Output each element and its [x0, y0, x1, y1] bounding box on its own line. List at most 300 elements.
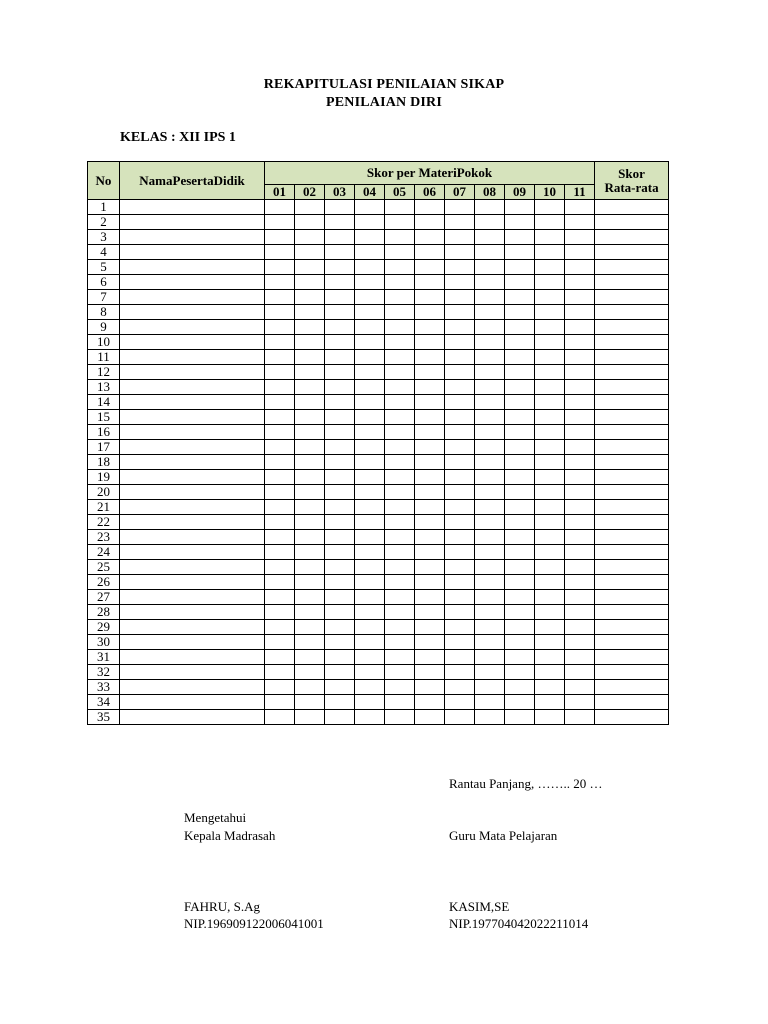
score-cell [565, 410, 595, 425]
average-cell [595, 515, 669, 530]
student-name-cell [120, 665, 265, 680]
header-materi-08: 08 [475, 185, 505, 200]
average-cell [595, 245, 669, 260]
score-cell [295, 335, 325, 350]
row-number: 19 [88, 470, 120, 485]
header-materi-02: 02 [295, 185, 325, 200]
score-cell [565, 425, 595, 440]
score-cell [355, 695, 385, 710]
score-cell [505, 695, 535, 710]
score-cell [325, 380, 355, 395]
score-cell [505, 590, 535, 605]
average-cell [595, 500, 669, 515]
row-number: 22 [88, 515, 120, 530]
document-subtitle: PENILAIAN DIRI [326, 95, 442, 110]
score-cell [505, 410, 535, 425]
score-cell [535, 680, 565, 695]
row-number: 35 [88, 710, 120, 725]
score-cell [355, 710, 385, 725]
score-cell [475, 470, 505, 485]
score-cell [325, 410, 355, 425]
score-cell [325, 290, 355, 305]
row-number: 5 [88, 260, 120, 275]
table-row [88, 470, 669, 485]
student-name-cell [120, 230, 265, 245]
score-cell [505, 665, 535, 680]
row-number: 25 [88, 560, 120, 575]
score-cell [505, 215, 535, 230]
score-cell [505, 470, 535, 485]
table-row [88, 380, 669, 395]
score-cell [295, 665, 325, 680]
score-cell [415, 635, 445, 650]
score-cell [565, 485, 595, 500]
score-cell [475, 320, 505, 335]
score-cell [415, 425, 445, 440]
score-cell [415, 620, 445, 635]
score-cell [355, 440, 385, 455]
average-cell [595, 260, 669, 275]
score-cell [535, 635, 565, 650]
score-cell [445, 275, 475, 290]
score-cell [565, 455, 595, 470]
score-cell [325, 560, 355, 575]
score-cell [475, 425, 505, 440]
score-cell [415, 665, 445, 680]
score-cell [415, 380, 445, 395]
average-cell [595, 410, 669, 425]
student-name-cell [120, 545, 265, 560]
average-cell [595, 470, 669, 485]
score-cell [265, 485, 295, 500]
score-cell [535, 515, 565, 530]
score-cell [505, 395, 535, 410]
assessment-table [87, 161, 669, 725]
table-row [88, 365, 669, 380]
score-cell [355, 245, 385, 260]
score-cell [505, 200, 535, 215]
score-cell [535, 230, 565, 245]
score-cell [535, 305, 565, 320]
score-cell [325, 215, 355, 230]
average-cell [595, 590, 669, 605]
student-name-cell [120, 500, 265, 515]
score-cell [385, 350, 415, 365]
score-cell [505, 545, 535, 560]
score-cell [265, 365, 295, 380]
score-cell [565, 575, 595, 590]
score-cell [505, 680, 535, 695]
score-cell [565, 560, 595, 575]
table-row [88, 650, 669, 665]
score-cell [505, 515, 535, 530]
score-cell [445, 245, 475, 260]
score-cell [445, 500, 475, 515]
row-number: 17 [88, 440, 120, 455]
score-cell [415, 395, 445, 410]
score-cell [535, 245, 565, 260]
score-cell [265, 530, 295, 545]
score-cell [565, 215, 595, 230]
score-cell [505, 500, 535, 515]
student-name-cell [120, 620, 265, 635]
score-cell [475, 380, 505, 395]
score-cell [475, 590, 505, 605]
average-cell [595, 710, 669, 725]
score-cell [265, 440, 295, 455]
score-cell [295, 200, 325, 215]
score-cell [325, 590, 355, 605]
score-cell [295, 275, 325, 290]
row-number: 13 [88, 380, 120, 395]
student-name-cell [120, 320, 265, 335]
score-cell [445, 200, 475, 215]
score-cell [265, 200, 295, 215]
score-cell [385, 290, 415, 305]
score-cell [565, 395, 595, 410]
score-cell [445, 710, 475, 725]
score-cell [265, 275, 295, 290]
score-cell [325, 320, 355, 335]
score-cell [265, 470, 295, 485]
score-cell [295, 680, 325, 695]
score-cell [445, 575, 475, 590]
score-cell [385, 410, 415, 425]
score-cell [355, 425, 385, 440]
score-cell [565, 545, 595, 560]
score-cell [445, 320, 475, 335]
average-cell [595, 635, 669, 650]
score-cell [295, 485, 325, 500]
score-cell [415, 440, 445, 455]
table-row [88, 680, 669, 695]
table-row [88, 440, 669, 455]
score-cell [325, 515, 355, 530]
average-cell [595, 425, 669, 440]
score-cell [475, 605, 505, 620]
score-cell [505, 245, 535, 260]
score-cell [265, 380, 295, 395]
guru-label: Guru Mata Pelajaran [449, 828, 558, 843]
student-name-cell [120, 335, 265, 350]
table-row [88, 215, 669, 230]
score-cell [295, 695, 325, 710]
header-average-line1: Skor [618, 165, 645, 181]
score-cell [415, 515, 445, 530]
score-cell [355, 620, 385, 635]
score-cell [505, 425, 535, 440]
score-cell [385, 575, 415, 590]
score-cell [415, 650, 445, 665]
score-cell [415, 590, 445, 605]
score-cell [565, 665, 595, 680]
score-cell [415, 500, 445, 515]
score-cell [475, 410, 505, 425]
score-cell [415, 470, 445, 485]
student-name-cell [120, 245, 265, 260]
row-number: 30 [88, 635, 120, 650]
score-cell [325, 335, 355, 350]
score-cell [385, 260, 415, 275]
score-cell [295, 560, 325, 575]
score-cell [505, 650, 535, 665]
score-cell [445, 680, 475, 695]
score-cell [265, 245, 295, 260]
score-cell [325, 485, 355, 500]
score-cell [265, 515, 295, 530]
table-row [88, 455, 669, 470]
kepala-nip: NIP.196909122006041001 [184, 916, 324, 931]
score-cell [475, 365, 505, 380]
row-number: 9 [88, 320, 120, 335]
score-cell [355, 230, 385, 245]
score-cell [475, 635, 505, 650]
score-cell [535, 425, 565, 440]
score-cell [415, 530, 445, 545]
score-cell [415, 335, 445, 350]
score-cell [385, 560, 415, 575]
score-cell [385, 335, 415, 350]
student-name-cell [120, 260, 265, 275]
score-cell [265, 680, 295, 695]
score-cell [325, 425, 355, 440]
average-cell [595, 380, 669, 395]
header-materi-06: 06 [415, 185, 445, 200]
student-name-cell [120, 410, 265, 425]
header-no: No [88, 162, 120, 200]
row-number: 6 [88, 275, 120, 290]
score-cell [325, 470, 355, 485]
score-cell [325, 650, 355, 665]
score-cell [355, 260, 385, 275]
average-cell [595, 665, 669, 680]
score-cell [505, 260, 535, 275]
score-cell [475, 275, 505, 290]
score-cell [355, 365, 385, 380]
score-cell [385, 590, 415, 605]
score-cell [535, 455, 565, 470]
mengetahui-label: Mengetahui [184, 810, 247, 825]
score-cell [475, 230, 505, 245]
student-name-cell [120, 680, 265, 695]
score-cell [325, 395, 355, 410]
row-number: 12 [88, 365, 120, 380]
score-cell [565, 470, 595, 485]
score-cell [295, 710, 325, 725]
table-row [88, 275, 669, 290]
score-cell [535, 380, 565, 395]
score-cell [415, 290, 445, 305]
score-cell [385, 380, 415, 395]
row-number: 20 [88, 485, 120, 500]
row-number: 33 [88, 680, 120, 695]
score-cell [265, 320, 295, 335]
score-cell [265, 575, 295, 590]
score-cell [565, 515, 595, 530]
score-cell [475, 695, 505, 710]
row-number: 16 [88, 425, 120, 440]
student-name-cell [120, 305, 265, 320]
score-cell [385, 545, 415, 560]
score-cell [535, 200, 565, 215]
guru-name: KASIM,SE [449, 899, 510, 914]
score-cell [445, 335, 475, 350]
score-cell [475, 335, 505, 350]
kepala-name: FAHRU, S.Ag [184, 899, 260, 914]
score-cell [565, 275, 595, 290]
row-number: 2 [88, 215, 120, 230]
score-cell [565, 320, 595, 335]
score-cell [355, 530, 385, 545]
score-cell [265, 605, 295, 620]
score-cell [445, 590, 475, 605]
score-cell [475, 680, 505, 695]
table-row [88, 245, 669, 260]
score-cell [505, 605, 535, 620]
score-cell [355, 380, 385, 395]
table-row [88, 290, 669, 305]
average-cell [595, 650, 669, 665]
score-cell [535, 605, 565, 620]
table-row [88, 575, 669, 590]
score-cell [505, 365, 535, 380]
score-cell [475, 245, 505, 260]
score-cell [325, 350, 355, 365]
score-cell [445, 290, 475, 305]
score-cell [385, 230, 415, 245]
score-cell [265, 695, 295, 710]
average-cell [595, 200, 669, 215]
student-name-cell [120, 590, 265, 605]
score-cell [325, 635, 355, 650]
table-row [88, 410, 669, 425]
score-cell [265, 260, 295, 275]
score-cell [475, 575, 505, 590]
score-cell [535, 485, 565, 500]
student-name-cell [120, 290, 265, 305]
score-cell [415, 305, 445, 320]
score-cell [295, 455, 325, 470]
table-row [88, 395, 669, 410]
score-cell [475, 545, 505, 560]
score-cell [295, 230, 325, 245]
score-cell [325, 440, 355, 455]
average-cell [595, 575, 669, 590]
score-cell [295, 410, 325, 425]
score-cell [565, 230, 595, 245]
score-cell [325, 575, 355, 590]
score-cell [565, 500, 595, 515]
score-cell [565, 335, 595, 350]
score-cell [475, 455, 505, 470]
score-cell [325, 200, 355, 215]
table-row [88, 620, 669, 635]
student-name-cell [120, 560, 265, 575]
score-cell [565, 695, 595, 710]
score-cell [535, 575, 565, 590]
score-cell [355, 305, 385, 320]
score-cell [265, 500, 295, 515]
average-cell [595, 290, 669, 305]
score-cell [445, 515, 475, 530]
score-cell [535, 650, 565, 665]
average-cell [595, 395, 669, 410]
score-cell [445, 455, 475, 470]
score-cell [385, 470, 415, 485]
kepala-madrasah-label: Kepala Madrasah [184, 828, 276, 843]
score-cell [295, 290, 325, 305]
score-cell [385, 365, 415, 380]
score-cell [325, 530, 355, 545]
score-cell [355, 590, 385, 605]
average-cell [595, 485, 669, 500]
score-cell [415, 710, 445, 725]
score-cell [415, 410, 445, 425]
header-materi-09: 09 [505, 185, 535, 200]
student-name-cell [120, 425, 265, 440]
score-cell [535, 410, 565, 425]
student-name-cell [120, 515, 265, 530]
row-number: 15 [88, 410, 120, 425]
score-cell [295, 530, 325, 545]
score-cell [475, 620, 505, 635]
score-cell [385, 710, 415, 725]
score-cell [475, 665, 505, 680]
score-cell [355, 335, 385, 350]
table-row [88, 305, 669, 320]
row-number: 34 [88, 695, 120, 710]
student-name-cell [120, 695, 265, 710]
score-cell [325, 275, 355, 290]
row-number: 7 [88, 290, 120, 305]
score-cell [385, 215, 415, 230]
score-cell [535, 335, 565, 350]
table-row [88, 485, 669, 500]
table-row [88, 260, 669, 275]
score-cell [385, 305, 415, 320]
score-cell [355, 575, 385, 590]
score-cell [325, 365, 355, 380]
score-cell [445, 380, 475, 395]
score-cell [355, 410, 385, 425]
score-cell [385, 455, 415, 470]
average-cell [595, 230, 669, 245]
score-cell [565, 200, 595, 215]
student-name-cell [120, 365, 265, 380]
header-name: NamaPesertaDidik [120, 162, 265, 200]
score-cell [385, 635, 415, 650]
score-cell [385, 275, 415, 290]
score-cell [445, 665, 475, 680]
score-cell [415, 695, 445, 710]
score-cell [445, 395, 475, 410]
score-cell [355, 470, 385, 485]
score-cell [295, 260, 325, 275]
score-cell [565, 635, 595, 650]
score-cell [535, 440, 565, 455]
score-cell [355, 275, 385, 290]
student-name-cell [120, 215, 265, 230]
score-cell [265, 305, 295, 320]
place-date: Rantau Panjang, …….. 20 … [449, 776, 603, 791]
table-row [88, 425, 669, 440]
score-cell [505, 560, 535, 575]
score-cell [475, 710, 505, 725]
row-number: 27 [88, 590, 120, 605]
score-cell [415, 215, 445, 230]
table-row [88, 605, 669, 620]
score-cell [355, 290, 385, 305]
